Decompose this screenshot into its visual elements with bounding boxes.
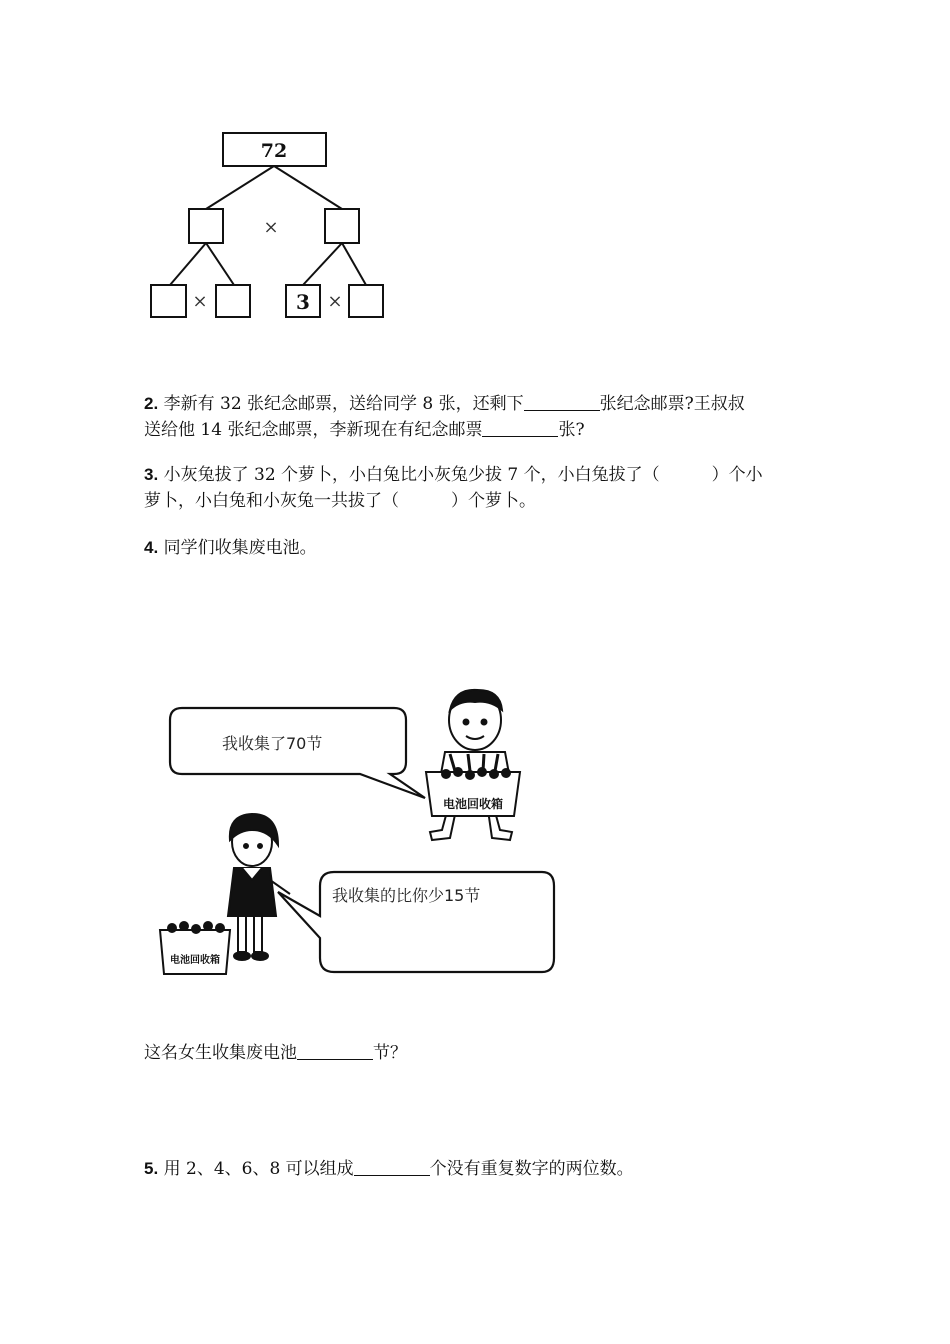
question-number: 2. [144, 394, 159, 413]
leaf-box-2[interactable] [216, 285, 250, 317]
question-text: 萝卜，小白兔和小灰兔一共拔了（ [144, 491, 399, 511]
question-text: ）个萝卜。 [451, 491, 536, 511]
question-number: 4. [144, 538, 159, 557]
question-text: 这名女生收集废电池 [144, 1043, 297, 1063]
answer-blank[interactable] [297, 1041, 373, 1060]
mid-left-box[interactable] [189, 209, 223, 243]
top-value: 72 [260, 140, 288, 162]
times-sign-middle: × [263, 217, 279, 238]
question-text: 送给他 14 张纪念邮票，李新现在有纪念邮票 [144, 420, 483, 440]
factor-tree-diagram [140, 125, 400, 325]
question-4 [144, 535, 317, 561]
question-5 [144, 1156, 634, 1182]
question-text: 张纪念邮票?王叔叔 [599, 394, 745, 414]
girl-bubble-text: 我收集的比你少15节 [332, 886, 481, 905]
question-text: 张? [558, 420, 585, 440]
girl-box-label: 电池回收箱 [170, 955, 220, 966]
question-2-line-1 [144, 391, 745, 417]
boy-bubble-text: 我收集了70节 [222, 734, 323, 753]
battery-collection-illustration [150, 680, 570, 980]
question-text: 同学们收集废电池。 [163, 538, 317, 558]
question-text: ）个小 [711, 465, 763, 485]
question-text: 用 2、4、6、8 可以组成 [163, 1159, 354, 1179]
question-number: 3. [144, 465, 159, 484]
leaf-box-1[interactable] [151, 285, 186, 317]
boy-figure [426, 690, 520, 840]
question-3 [144, 462, 763, 514]
times-sign-left: × [192, 291, 208, 312]
question-2 [144, 391, 745, 443]
answer-blank[interactable] [354, 1157, 430, 1176]
girl-figure [160, 814, 290, 974]
leaf-box-4[interactable] [349, 285, 383, 317]
question-text: 个没有重复数字的两位数。 [429, 1159, 634, 1179]
mid-right-box[interactable] [325, 209, 359, 243]
question-text: 李新有 32 张纪念邮票，送给同学 8 张，还剩下 [163, 394, 524, 414]
question-number: 5. [144, 1159, 159, 1178]
boy-speech-bubble [170, 708, 425, 798]
question-4-subquestion [144, 1040, 407, 1066]
answer-blank[interactable] [482, 418, 558, 437]
boy-box-label: 电池回收箱 [442, 797, 504, 811]
answer-blank[interactable] [524, 392, 600, 411]
question-3-line-2 [144, 488, 763, 514]
question-2-line-2 [144, 417, 745, 443]
question-text: 节？ [373, 1043, 407, 1063]
question-3-line-1 [144, 462, 763, 488]
given-leaf-value: 3 [296, 290, 310, 314]
question-text: 小灰兔拔了 32 个萝卜，小白兔比小灰兔少拔 7 个，小白兔拔了（ [163, 465, 660, 485]
times-sign-right: × [327, 291, 343, 312]
